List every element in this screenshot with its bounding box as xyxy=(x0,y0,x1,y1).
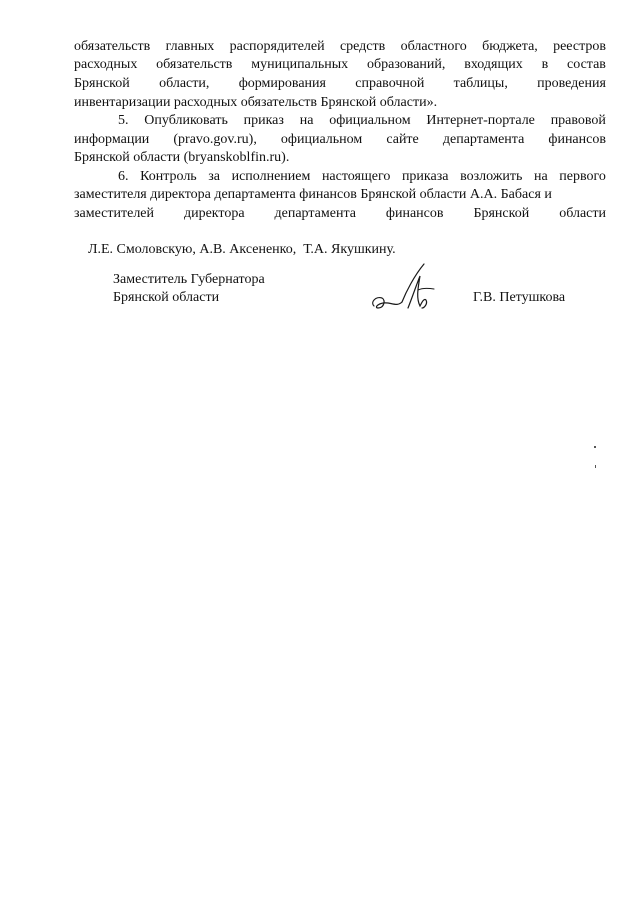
scan-speck xyxy=(595,465,596,468)
word: директора xyxy=(183,206,245,221)
word: образований, xyxy=(367,57,446,72)
word: сайте xyxy=(386,132,419,147)
item5-line-3 xyxy=(74,149,606,167)
word: Брянской xyxy=(74,76,130,91)
item6-line-3 xyxy=(74,205,606,223)
line-text: заместителя директора департамента финансов Брянской области А.А. Бабася и xyxy=(74,187,552,202)
word: в xyxy=(541,57,549,72)
word: исполнением xyxy=(231,169,311,184)
paragraph-tail-line-2 xyxy=(74,56,606,74)
line-text: Л.Е. Смоловскую, А.В. Аксененко, Т.А. Якушкину. xyxy=(88,242,396,257)
item6-line-4 xyxy=(74,223,606,277)
word: финансов xyxy=(385,206,444,221)
signatory-position-line-2: Брянской области xyxy=(113,290,220,305)
word: области, xyxy=(159,76,210,91)
word: распорядителей xyxy=(229,39,325,54)
word: официальном xyxy=(280,132,363,147)
word: настоящего xyxy=(321,169,391,184)
word: Брянской xyxy=(473,206,530,221)
paragraph-tail-line-4 xyxy=(74,94,606,112)
word: департамента xyxy=(442,132,525,147)
word: муниципальных xyxy=(251,57,349,72)
word: главных xyxy=(165,39,215,54)
word: расходных xyxy=(74,57,138,72)
word: Опубликовать xyxy=(144,113,228,128)
word: бюджета, xyxy=(482,39,538,54)
word: Интернет-портале xyxy=(426,113,535,128)
scan-speck xyxy=(594,446,596,448)
word: областного xyxy=(400,39,467,54)
item5-line-1 xyxy=(118,112,606,130)
item5-line-2 xyxy=(74,131,606,149)
paragraph-tail-line-1 xyxy=(74,38,606,56)
word: на xyxy=(534,169,548,184)
word: правовой xyxy=(550,113,606,128)
word: департамента xyxy=(274,206,356,221)
word: приказа xyxy=(401,169,449,184)
word: входящих xyxy=(464,57,523,72)
line-text: Брянской области (bryanskoblfin.ru). xyxy=(74,150,290,165)
word: на xyxy=(299,113,314,128)
word: 6. xyxy=(118,169,129,184)
word: финансов xyxy=(548,132,606,147)
word: области xyxy=(559,206,606,221)
word: за xyxy=(208,169,221,184)
word: заместителей xyxy=(74,206,155,221)
handwritten-signature-icon xyxy=(368,262,440,320)
word: справочной xyxy=(355,76,425,91)
word: состав xyxy=(567,57,606,72)
word: проведения xyxy=(537,76,606,91)
word: первого xyxy=(559,169,606,184)
item6-line-1 xyxy=(118,168,606,186)
word: 5. xyxy=(118,113,129,128)
word: (pravo.gov.ru), xyxy=(173,132,257,147)
word: приказ xyxy=(243,113,284,128)
signatory-name: Г.В. Петушкова xyxy=(473,290,566,305)
word: средств xyxy=(339,39,386,54)
item6-line-2 xyxy=(74,186,606,204)
word: обязательств xyxy=(156,57,233,72)
word: возложить xyxy=(460,169,523,184)
word: реестров xyxy=(553,39,606,54)
word: таблицы, xyxy=(453,76,508,91)
word: обязательств xyxy=(74,39,151,54)
word: Контроль xyxy=(140,169,197,184)
word: официальном xyxy=(329,113,411,128)
signatory-position-line-1: Заместитель Губернатора xyxy=(113,272,265,287)
paragraph-tail-line-3 xyxy=(74,75,606,93)
word: информации xyxy=(74,132,150,147)
word: формирования xyxy=(238,76,326,91)
line-text: инвентаризации расходных обязательств Брянской области». xyxy=(74,95,438,110)
